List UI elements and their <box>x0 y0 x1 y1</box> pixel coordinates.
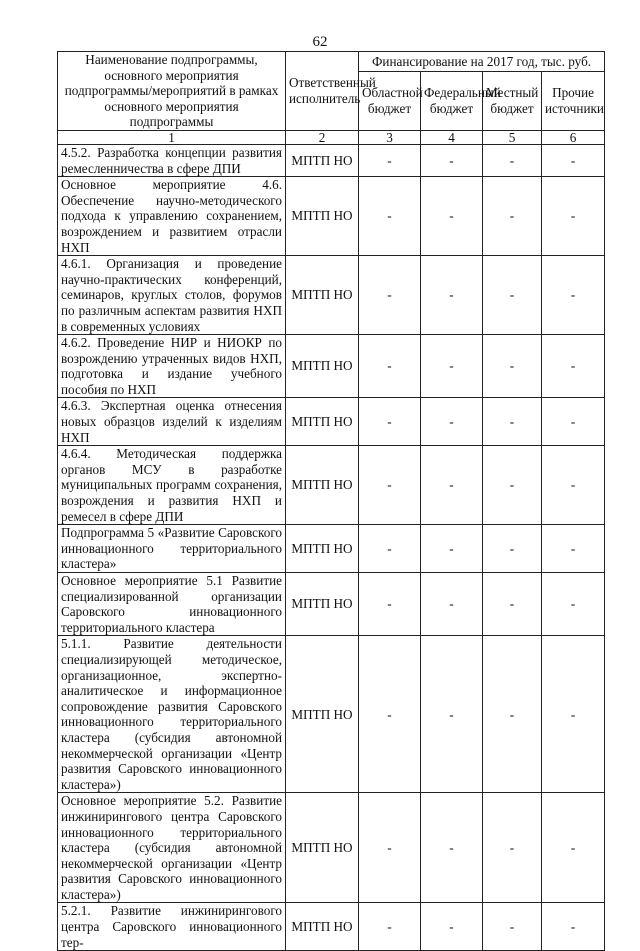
header-responsible-cell: Ответственный исполнитель <box>286 52 359 131</box>
regional-budget-value: - <box>359 793 421 903</box>
row-name: Основное мероприятие 4.6. Обеспечение научно-методического подхода к управлению сохранением, возрождением и развитием отрасли НХП <box>58 177 286 256</box>
local-budget-value: - <box>483 446 542 525</box>
row-name: Основное мероприятие 5.1 Развитие специализированной организации Саровского инновационного территориального кластера <box>58 573 286 636</box>
federal-budget-value: - <box>421 144 483 176</box>
local-budget-value: - <box>483 525 542 573</box>
row-responsible: МПТП НО <box>286 335 359 398</box>
header-row-1 <box>58 52 605 72</box>
regional-budget-value: - <box>359 177 421 256</box>
federal-budget-value: - <box>421 903 483 951</box>
federal-budget-value: - <box>421 793 483 903</box>
table-row <box>58 398 605 446</box>
other-sources-value: - <box>542 525 605 573</box>
federal-budget-value: - <box>421 177 483 256</box>
header-regional-cell: Областной бюджет <box>359 71 421 130</box>
column-number: 3 <box>359 130 421 144</box>
regional-budget-value: - <box>359 144 421 176</box>
row-name: 4.6.1. Организация и проведение научно-практических конференций, семинаров, круглых столов, форумов по различным аспектам развития НХП в современных условиях <box>58 256 286 335</box>
column-number: 6 <box>542 130 605 144</box>
regional-budget-value: - <box>359 636 421 793</box>
header-local-cell: Местный бюджет <box>483 71 542 130</box>
local-budget-value: - <box>483 335 542 398</box>
local-budget-value: - <box>483 636 542 793</box>
other-sources-value: - <box>542 573 605 636</box>
local-budget-value: - <box>483 903 542 951</box>
row-responsible: МПТП НО <box>286 903 359 951</box>
regional-budget-value: - <box>359 398 421 446</box>
row-responsible: МПТП НО <box>286 256 359 335</box>
local-budget-value: - <box>483 177 542 256</box>
header-name-cell: Наименование подпрограммы, основного мероприятия подпрограммы/мероприятий в рамках основного мероприятия подпрограммы <box>58 52 286 131</box>
federal-budget-value: - <box>421 256 483 335</box>
table-row <box>58 256 605 335</box>
table-row <box>58 793 605 903</box>
row-responsible: МПТП НО <box>286 573 359 636</box>
row-name: 5.2.1. Развитие инжинирингового центра Саровского инновационного тер- <box>58 903 286 951</box>
other-sources-value: - <box>542 335 605 398</box>
row-name: 5.1.1. Развитие деятельности специализирующей методическое, организационное, экспертно-аналитическое и информационное сопровождение развития Саровского инновационного территориального кластера (субсидия автономной некоммерческой организации «Центр развития Саровского инновационного кластера») <box>58 636 286 793</box>
header-federal-cell: Федеральный бюджет <box>421 71 483 130</box>
regional-budget-value: - <box>359 335 421 398</box>
table-row <box>58 177 605 256</box>
row-responsible: МПТП НО <box>286 446 359 525</box>
other-sources-value: - <box>542 256 605 335</box>
regional-budget-value: - <box>359 573 421 636</box>
row-responsible: МПТП НО <box>286 525 359 573</box>
row-name: Подпрограмма 5 «Развитие Саровского инновационного территориального кластера» <box>58 525 286 573</box>
column-number: 2 <box>286 130 359 144</box>
local-budget-value: - <box>483 256 542 335</box>
row-name: 4.6.4. Методическая поддержка органов МСУ в разработке муниципальных программ сохранения, возрождения и развития НХП и ремесел в сфере ДПИ <box>58 446 286 525</box>
other-sources-value: - <box>542 636 605 793</box>
row-name: 4.5.2. Разработка концепции развития ремесленничества в сфере ДПИ <box>58 144 286 176</box>
column-number: 5 <box>483 130 542 144</box>
other-sources-value: - <box>542 903 605 951</box>
table-row <box>58 636 605 793</box>
row-name: 4.6.2. Проведение НИР и НИОКР по возрождению утраченных видов НХП, подготовка и издание учебного пособия по НХП <box>58 335 286 398</box>
federal-budget-value: - <box>421 636 483 793</box>
table-row <box>58 446 605 525</box>
regional-budget-value: - <box>359 903 421 951</box>
table-row <box>58 903 605 951</box>
federal-budget-value: - <box>421 398 483 446</box>
regional-budget-value: - <box>359 256 421 335</box>
table-row <box>58 525 605 573</box>
page-number: 62 <box>312 34 328 50</box>
row-name: 4.6.3. Экспертная оценка отнесения новых образцов изделий к изделиям НХП <box>58 398 286 446</box>
local-budget-value: - <box>483 573 542 636</box>
federal-budget-value: - <box>421 525 483 573</box>
table-row <box>58 144 605 176</box>
column-number: 1 <box>58 130 286 144</box>
column-number-row <box>58 130 605 144</box>
row-responsible: МПТП НО <box>286 793 359 903</box>
other-sources-value: - <box>542 177 605 256</box>
local-budget-value: - <box>483 793 542 903</box>
table-row <box>58 573 605 636</box>
header-financing-cell: Финансирование на 2017 год, тыс. руб. <box>359 52 605 72</box>
other-sources-value: - <box>542 144 605 176</box>
federal-budget-value: - <box>421 446 483 525</box>
row-responsible: МПТП НО <box>286 398 359 446</box>
table-row <box>58 335 605 398</box>
row-responsible: МПТП НО <box>286 177 359 256</box>
local-budget-value: - <box>483 144 542 176</box>
column-number: 4 <box>421 130 483 144</box>
financing-table <box>57 51 605 951</box>
row-name: Основное мероприятие 5.2. Развитие инжинирингового центра Саровского инновационного территориального кластера (субсидия автономной некоммерческой организации «Центр развития Саровского инновационного кластера») <box>58 793 286 903</box>
federal-budget-value: - <box>421 335 483 398</box>
other-sources-value: - <box>542 398 605 446</box>
other-sources-value: - <box>542 793 605 903</box>
other-sources-value: - <box>542 446 605 525</box>
local-budget-value: - <box>483 398 542 446</box>
regional-budget-value: - <box>359 525 421 573</box>
header-other-cell: Прочие источники <box>542 71 605 130</box>
row-responsible: МПТП НО <box>286 144 359 176</box>
row-responsible: МПТП НО <box>286 636 359 793</box>
regional-budget-value: - <box>359 446 421 525</box>
federal-budget-value: - <box>421 573 483 636</box>
